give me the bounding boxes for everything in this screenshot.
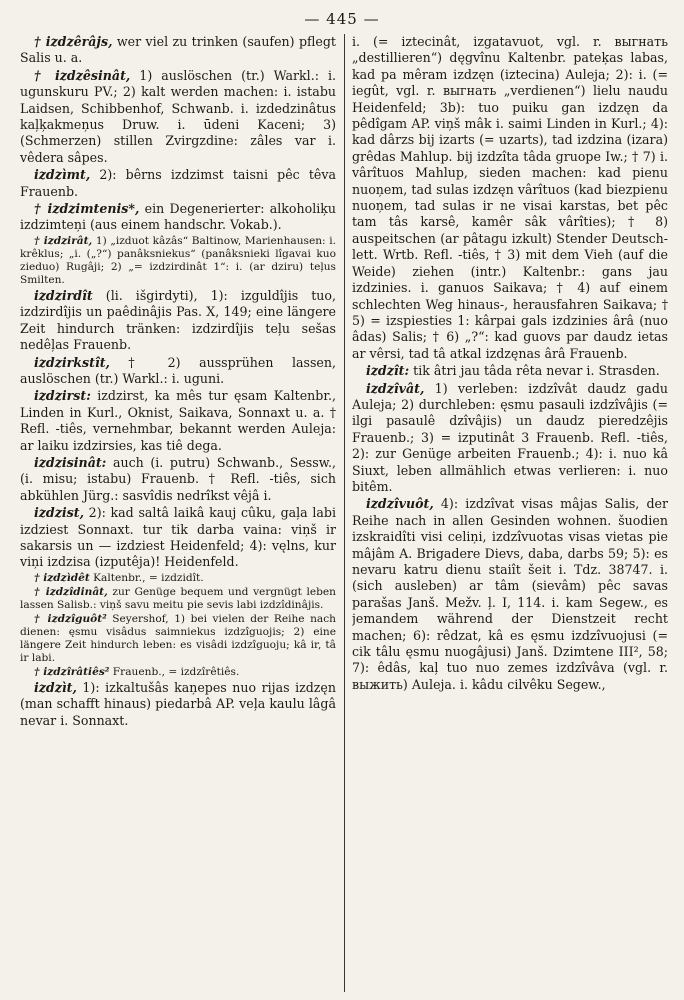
dictionary-entry bbox=[20, 167, 336, 200]
entry-text: auch (i. putru) Schwanb., Sessw., (i. misu; istabu) Frauenb. † Refl. -tiês, sich abkühlen Jürg.: sasvîdis nedrîkst vêjâ i. bbox=[20, 454, 336, 503]
entry-headword: izdzîvuôt, bbox=[366, 496, 434, 512]
entry-text: 2): bêrns izdzimst taisni pêc têva Frauenb. bbox=[20, 167, 336, 199]
entry-text: 1) auslöschen (tr.) Warkl.: i. ugunskuru PV.; 2) kalt werden machen: i. istabu Laidsen, Schibbenhof, Schwanb. i. izdedzinâtus kaļķakmeņus Druw. i. ūdeni Kaceni; 3) (Schmerzen) stillen Zvirgzdine: zâles var i. vêdera sâpes. bbox=[20, 67, 336, 165]
entry-headword: izdzîvât, bbox=[366, 380, 425, 396]
dictionary-entry bbox=[20, 235, 336, 287]
entry-text: wer viel zu trinken (saufen) pflegt Salis u. a. bbox=[20, 34, 336, 66]
dictionary-entry bbox=[20, 572, 336, 585]
right-column bbox=[352, 34, 668, 994]
entry-headword: izdzìmt, bbox=[34, 167, 91, 183]
dictionary-entry bbox=[20, 68, 336, 166]
column-divider bbox=[344, 34, 345, 992]
entry-headword: † izdzìdêt bbox=[34, 571, 90, 584]
dictionary-entry bbox=[20, 680, 336, 729]
left-column bbox=[20, 34, 336, 994]
entry-headword: izdzìt, bbox=[34, 679, 77, 695]
entry-text: 1) „izduot kâzâs“ Baltinow, Marienhausen: i. krêklus; „i. („?“) panâksniekus“ (panâksnieki lîgavai kuo zieduo) Rugâji; 2) „= izdzirdinât 1“: i. (ar dziru) teļus Smilten. bbox=[20, 234, 336, 286]
page-number: — 445 — bbox=[304, 10, 380, 28]
entry-text: Frauenb., = izdzîrêtiês. bbox=[109, 665, 240, 678]
entry-headword: izdzirdît bbox=[34, 287, 93, 303]
dictionary-entry bbox=[20, 666, 336, 679]
entry-text: izdzirst, ka mês tur ęsam Kaltenbr., Linden in Kurl., Oknist, Saikava, Sonnaxt u. a. † Refl. -tiês, vernehmbar, bekannt werden Auleja: ar laiku izdzirsies, kas tiê dega. bbox=[20, 388, 336, 453]
entry-text: † 2) aussprühen lassen, auslöschen (tr.) Warkl.: i. uguni. bbox=[20, 354, 336, 386]
entry-headword: † izdzimtenis*, bbox=[34, 201, 140, 217]
entry-text: 2): kad saltâ laikâ kauj cûku, gaļa labi izdziest Sonnaxt. tur tik darba vaina: viņš ir sakarsis un — izdziest Heidenfeld; 4): vęlns, kur viņi izdzisa (izputêja)! Heidenfeld. bbox=[20, 505, 336, 570]
entry-headword: † izdzêrâjs, bbox=[34, 34, 113, 49]
dictionary-entry bbox=[20, 201, 336, 234]
dictionary-entry bbox=[352, 381, 668, 496]
entry-text: 1) verleben: izdzîvât daudz gadu Auleja; 2) durchleben: ęsmu pasauli izdzîvâjis (= ilgi pasaulê dzîvâjis) un daudz pieredzêjis Frauenb.; 3) = izputinât 3 Frauenb. Refl. -tiês, 2): zur Genüge arbeiten Frauenb.; 4): i. nuo kâ Siuxt, leben allmählich etwas verlieren: i. nuo bitêm. bbox=[352, 380, 668, 494]
entry-headword: † izdzîguôt² bbox=[34, 612, 107, 625]
dictionary-entry bbox=[352, 363, 668, 379]
entry-text: ein Degenerierter: alkoholiķu izdzimteņi (aus einem handschr. Vokab.). bbox=[20, 201, 336, 233]
entry-headword: † izdzîrâtiês² bbox=[34, 665, 110, 678]
dictionary-entry bbox=[20, 613, 336, 665]
entry-text: Seyershof, 1) bei vielen der Reihe nach dienen: ęsmu visâdus saimniekus izdzîguojis; 2) eine längere Zeit hindurch leben: es visâdi izdzîguoju; kâ ir, tâ ir labi. bbox=[20, 612, 336, 664]
dictionary-entry bbox=[20, 455, 336, 504]
dictionary-entry bbox=[352, 496, 668, 693]
entry-text: i. (= iztecinât, izgatavuot, vgl. r. выгнать „destillieren“) dęgvînu Kaltenbr. pateķas labas, kad pa mêram izdzęn (iztecina) Auleja; 2): i. (= iegût, vgl. r. выгнать „verdienen“) lielu naudu Heidenfeld; 3b): tuo puiku gan izdzęn da pêdîgam AP. viņš mâk i. saimi Linden in Kurl.; 4): kad dârzs bij izarts (= uzarts), tad izdzina (izara) grêdas Mahlup. bij izdzîta tâda gruope Iw.; † 7) i. vârîtuos Mahlup, sieden machen: kad pienu nuoņem, tad sulas izdzęn vârîtuos (kad biezpienu nuoņem, tad sulas ir ne visai karstas, bet pêc tam tâs karsê, kamêr sâk vârîties); † 8) auspeitschen (ar pâtagu izkult) Stender Deutsch-lett. Wrtb. Refl. -tiês, † 3) mit dem Vieh (auf die Weide) ziehen (intr.) Kaltenbr.: gans jau izdzinies. i. ganuos Saikava; † 4) auf einem schlechten Weg hinaus-, herausfahren Saikava; † 5) = izspiesties 1: kârpai gals izdzinies ârâ (nuo âdas) Salis; † 6) „?“: kad guovs par daudz ietas ar vêrsi, tad tâ atkal izdzęnas ârâ Frauenb. bbox=[352, 34, 668, 361]
dictionary-entry bbox=[20, 388, 336, 454]
dictionary-entry bbox=[20, 288, 336, 354]
entry-headword: izdzirst: bbox=[34, 388, 91, 404]
entry-text: zur Genüge bequem und vergnügt leben lassen Salisb.: viņš savu meitu pie sevis labi izdzîdinâjis. bbox=[20, 585, 336, 611]
dictionary-entry bbox=[20, 34, 336, 67]
dictionary-entry bbox=[20, 505, 336, 571]
entry-text: Kaltenbr., = izdzidît. bbox=[89, 571, 204, 584]
entry-headword: izdzist, bbox=[34, 505, 84, 521]
entry-text: (li. išgirdyti), 1): izguldîjis tuo, izdzirdîjis un paêdinâjis Pas. X, 149; eine längere Zeit hindurch tränken: izdzirdîjis teļu sešas nedêļas Frauenb. bbox=[20, 287, 336, 353]
entry-headword: izdzît: bbox=[366, 363, 410, 379]
entry-headword: † izdzîdinât, bbox=[34, 585, 108, 598]
entry-text: tik âtri jau tâda rêta nevar i. Strasden. bbox=[409, 363, 660, 379]
dictionary-entry-continuation bbox=[352, 34, 668, 362]
entry-headword: izdzirkstît, bbox=[34, 354, 110, 370]
entry-headword: † izdzêsinât, bbox=[34, 67, 131, 83]
entry-text: 4): izdzîvat visas mâjas Salis, der Reihe nach in allen Gesinden wohnen. šuodien izskraidîti visi celiņi, izdzîvuotas visas vietas pie mâjâm A. Brigadere Dievs, daba, darbs 59; 5): es nevaru katru dienu staiît šeit i. Tdz. 38747. i. (sich ausleben) ar tâm (sievâm) pêc savas parašas Janš. Mežv. ļ. I, 114. i. kam Segew., es jemandem während der Dienstzeit recht machen; 6): rêdzat, kâ es ęsmu izdzîvuojusi (= cik tâlu ęsmu nuogâjusi) Janš. Dzimtene III², 58; 7): êdâs, kaļ tuo nuo zemes izdzîvâva (vgl. r. выжить) Auleja. i. kâdu cilvêku Segew., bbox=[352, 496, 668, 692]
dictionary-entry bbox=[20, 355, 336, 388]
entry-headword: † izdzirât, bbox=[34, 234, 93, 247]
dictionary-entry bbox=[20, 586, 336, 612]
entry-text: 1): izkaltušâs kaņepes nuo rijas izdzęn (man schafft hinaus) piedarbâ AP. veļa kaulu lâgâ nevar i. Sonnaxt. bbox=[20, 679, 336, 728]
entry-headword: izdzisinât: bbox=[34, 454, 107, 470]
